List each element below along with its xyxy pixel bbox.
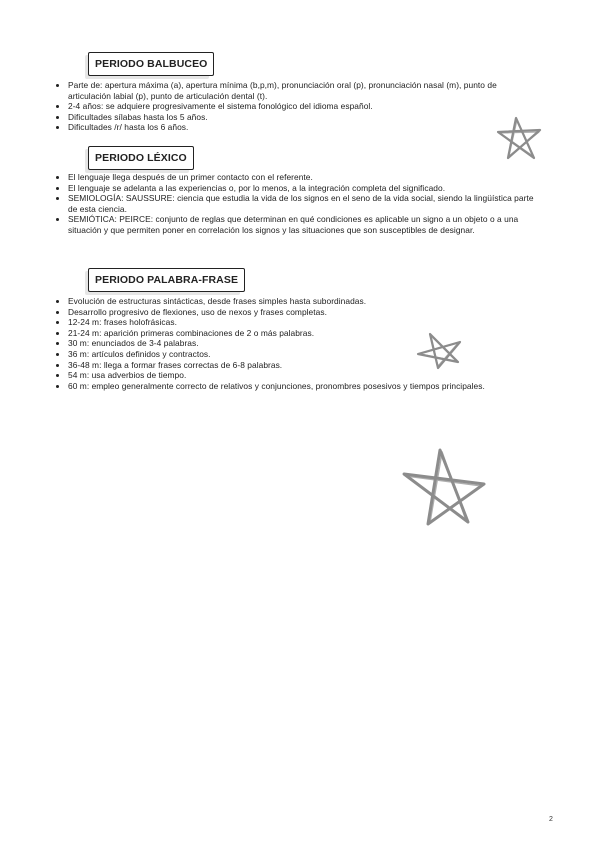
list-item: • 30 m: enunciados de 3-4 palabras. — [68, 338, 538, 349]
section-heading: PERIODO BALBUCEO — [88, 52, 214, 76]
star-doodle-icon — [494, 114, 546, 162]
list-item: • 2-4 años: se adquiere progresivamente el sistema fonológico del idioma español. — [68, 101, 538, 112]
list-item: • 54 m: usa adverbios de tiempo. — [68, 370, 538, 381]
list-item: • SEMIÓTICA: PEIRCE: conjunto de reglas que determinan en qué condiciones es aplicable un signo a un objeto o a una situación y que permiten poner en correlación los signos y las situaciones que son susceptibles de designar. — [68, 214, 538, 235]
list-item: • Evolución de estructuras sintácticas, desde frases simples hasta subordinadas. — [68, 296, 538, 307]
bullet-list — [56, 80, 538, 133]
list-item: • 36-48 m: llega a formar frases correctas de 6-8 palabras. — [68, 360, 538, 371]
page-number: 2 — [549, 816, 553, 823]
bullet-list — [56, 296, 538, 391]
list-item: • Dificultades sílabas hasta los 5 años. — [68, 112, 538, 123]
list-item: • 36 m: artículos definidos y contractos. — [68, 349, 538, 360]
list-item: • El lenguaje llega después de un primer contacto con el referente. — [68, 172, 538, 183]
list-item: • Parte de: apertura máxima (a), apertura mínima (b,p,m), pronunciación oral (p), pronunciación nasal (m), punto de articulación labial (p), punto de articulación dental (t). — [68, 80, 538, 101]
bullet-list — [56, 172, 538, 236]
list-item: • 21-24 m: aparición primeras combinaciones de 2 o más palabras. — [68, 328, 538, 339]
section-heading: PERIODO LÉXICO — [88, 146, 194, 170]
list-item: • 60 m: empleo generalmente correcto de relativos y conjunciones, pronombres posesivos y tiempos principales. — [68, 381, 538, 392]
list-item: • El lenguaje se adelanta a las experiencias o, por lo menos, a la integración completa del significado. — [68, 183, 538, 194]
list-item: • Dificultades /r/ hasta los 6 años. — [68, 122, 538, 133]
list-item: • Desarrollo progresivo de flexiones, uso de nexos y frases completas. — [68, 307, 538, 318]
list-item: • 12-24 m: frases holofrásicas. — [68, 317, 538, 328]
section-heading: PERIODO PALABRA-FRASE — [88, 268, 245, 292]
list-item: • SEMIOLOGÍA: SAUSSURE: ciencia que estudia la vida de los signos en el seno de la vida social, siendo la lingüística parte de esta ciencia. — [68, 193, 538, 214]
star-doodle-icon — [398, 444, 490, 528]
star-doodle-icon — [412, 330, 464, 372]
